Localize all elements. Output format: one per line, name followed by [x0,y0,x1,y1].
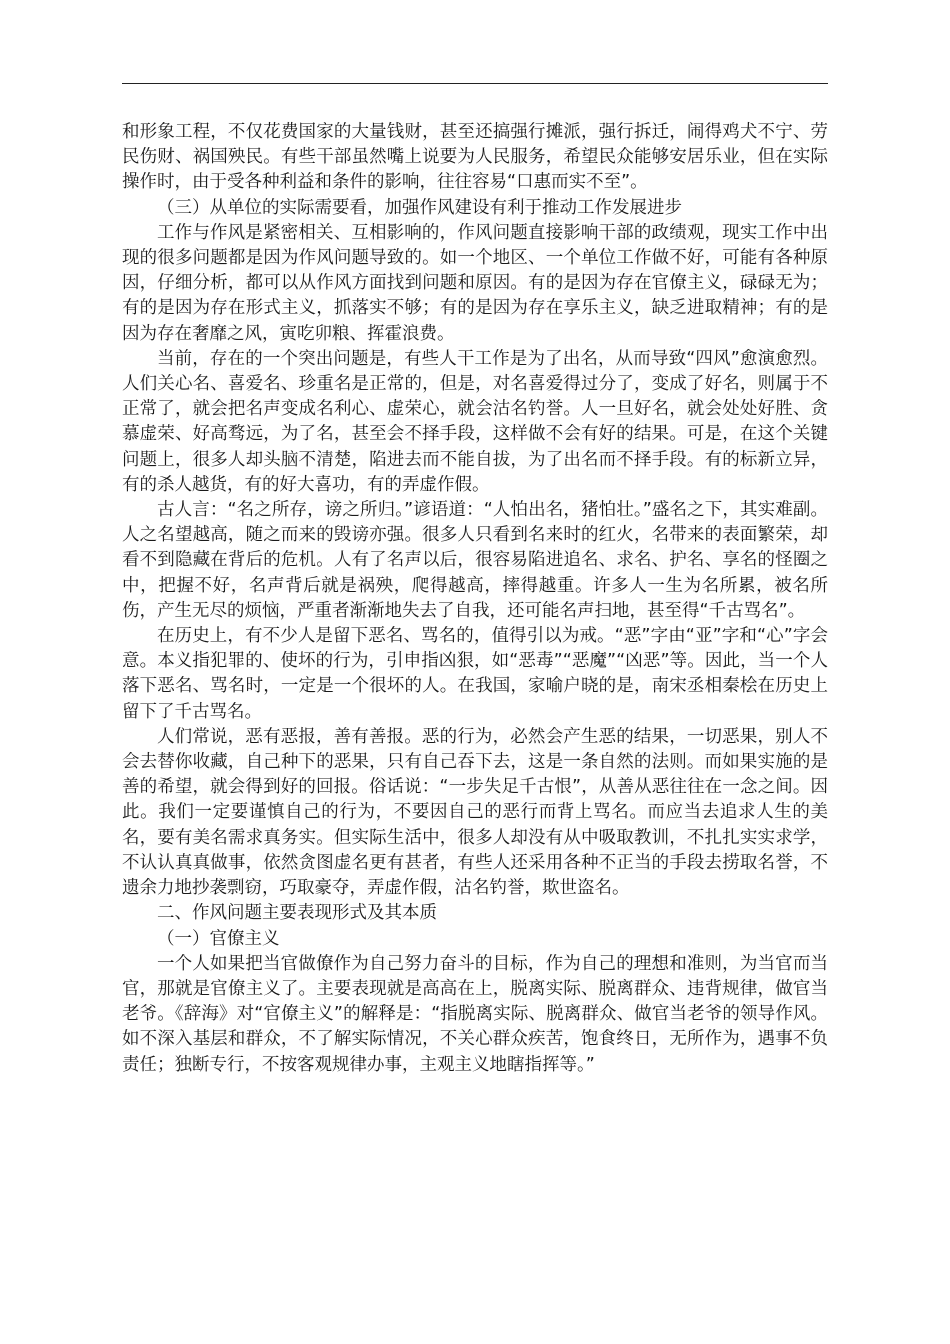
paragraph: 工作与作风是紧密相关、互相影响的，作风问题直接影响干部的政绩观，现实工作中出现的很多问题都是因为作风问题导致的。如一个地区、一个单位工作做不好，可能有各种原因，仔细分析，都可以从作风方面找到问题和原因。有的是因为存在官僚主义，碌碌无为；有的是因为存在形式主义，抓落实不够；有的是因为存在享乐主义，缺乏进取精神；有的是因为存在奢靡之风，寅吃卯粮、挥霍浪费。 [122,222,828,344]
section-heading: （一）官僚主义 [157,928,280,949]
paragraph: 人们常说，恶有恶报，善有善报。恶的行为，必然会产生恶的结果，一切恶果，别人不会去替你收藏，自己种下的恶果，只有自己吞下去，这是一条自然的法则。而如果实施的是善的希望，就会得到好的回报。俗话说：“一步失足千古恨”，从善从恶往往在一念之间。因此。我们一定要谨慎自己的行为，不要因自己的恶行而背上骂名。而应当去追求人生的美名，要有美名需求真务实。但实际生活中，很多人却没有从中吸取教训，不扎扎实实求学，不认认真真做事，依然贪图虚名更有甚者，有些人还采用各种不正当的手段去捞取名誉，不遗余力地抄袭剽窃，巧取豪夺，弄虚作假，沽名钓誉，欺世盗名。 [122,726,828,899]
paragraph: 在历史上，有不少人是留下恶名、骂名的，值得引以为戒。“恶”字由“亚”字和“心”字会意。本义指犯罪的、使坏的行为，引申指凶狠，如“恶毒”“恶魔”“凶恶”等。因此，当一个人落下恶名、骂名时，一定是一个很坏的人。在我国，家喻户晓的是，南宋丞相秦桧在历史上留下了千古骂名。 [122,626,828,722]
chapter-heading: 二、作风问题主要表现形式及其本质 [157,903,437,924]
paragraph: 古人言：“名之所存，谤之所归。”谚语道：“人怕出名，猪怕壮。”盛名之下，其实难副。人之名望越高，随之而来的毁谤亦强。很多人只看到名来时的红火，名带来的表面繁荣，却看不到隐藏在背后的危机。人有了名声以后，很容易陷进追名、求名、护名、享名的怪圈之中，把握不好，名声背后就是祸殃，爬得越高，摔得越重。许多人一生为名所累，被名所伤，产生无尽的烦恼，严重者渐渐地失去了自我，还可能名声扫地，甚至得“千古骂名”。 [122,500,828,621]
paragraph: 和形象工程，不仅花费国家的大量钱财，甚至还搞强行摊派，强行拆迁，闹得鸡犬不宁、劳民伤财、祸国殃民。有些干部虽然嘴上说要为人民服务，希望民众能够安居乐业，但在实际操作时，由于受各种利益和条件的影响，往往容易“口惠而实不至”。 [122,122,828,193]
paragraph: 当前，存在的一个突出问题是，有些人干工作是为了出名，从而导致“四风”愈演愈烈。人们关心名、喜爱名、珍重名是正常的，但是，对名喜爱得过分了，变成了好名，则属于不正常了，就会把名声变成名利心、虚荣心，就会沽名钓誉。人一旦好名，就会处处好胜、贪慕虚荣、好高骛远，为了名，甚至会不择手段，这样做不会有好的结果。可是，在这个关键问题上，很多人却头脑不清楚，陷进去而不能自拔，为了出名而不择手段。有的标新立异，有的杀人越货，有的好大喜功，有的弄虚作假。 [122,348,828,495]
section-heading: （三）从单位的实际需要看，加强作风建设有利于推动工作发展进步 [157,197,682,218]
header-rule [122,83,828,84]
document-body [122,120,828,1078]
paragraph: 一个人如果把当官做僚作为自己努力奋斗的目标，作为自己的理想和准则，为当官而当官，那就是官僚主义了。主要表现就是高高在上，脱离实际、脱离群众、违背规律，做官当老爷。《辞海》对“官僚主义”的解释是：“指脱离实际、脱离群众、做官当老爷的领导作风。如不深入基层和群众，不了解实际情况，不关心群众疾苦，饱食终日，无所作为，遇事不负责任；独断专行，不按客观规律办事，主观主义地瞎指挥等。” [122,953,828,1075]
